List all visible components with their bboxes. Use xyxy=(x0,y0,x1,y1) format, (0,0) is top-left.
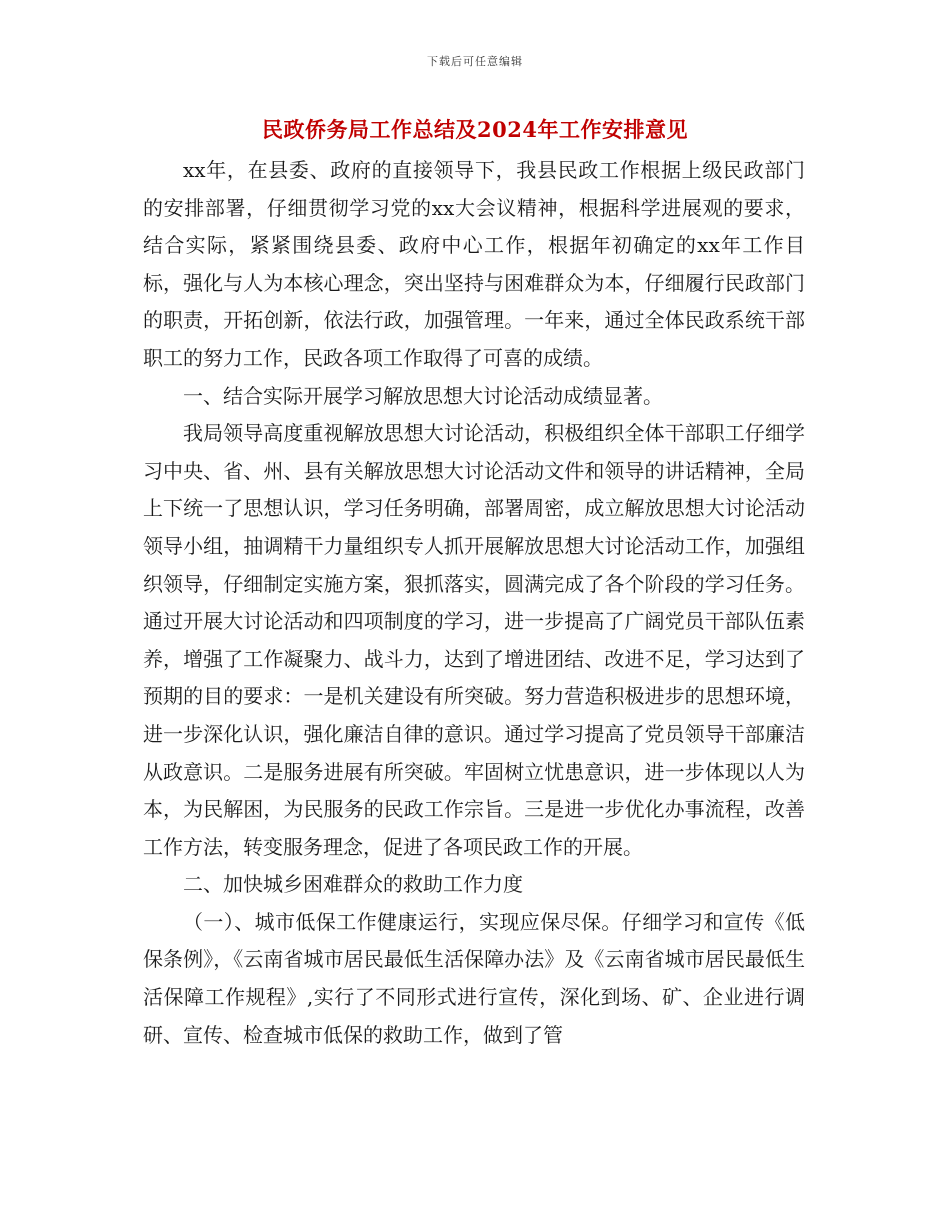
section-heading-1: 一、结合实际开展学习解放思想大讨论活动成绩显著。 xyxy=(183,383,663,408)
document-title: 民政侨务局工作总结及2024年工作安排意见 xyxy=(262,117,688,142)
section-heading-2: 二、加快城乡困难群众的救助工作力度 xyxy=(183,872,523,897)
paragraph-subsection-1: （一）、城市低保工作健康运行，实现应保尽保。仔细学习和宣传《低保条例》，《云南省城市居民最低生活保障办法》及《云南省城市居民最低生活保障工作规程》,实行了不同形式进行宣传，深化到场、矿、企业进行调研、宣传、检查城市低保的救助工作，做到了管 xyxy=(143,909,805,1047)
document-body xyxy=(143,152,805,1054)
paragraph-intro: xx年，在县委、政府的直接领导下，我县民政工作根据上级民政部门的安排部署，仔细贯彻学习党的xx大会议精神，根据科学进展观的要求，结合实际，紧紧围绕县委、政府中心工作，根据年初确定的xx年工作目标，强化与人为本核心理念，突出坚持与困难群众为本，仔细履行民政部门的职责，开拓创新，依法行政，加强管理。一年来，通过全体民政系统干部职工的努力工作，民政各项工作取得了可喜的成绩。 xyxy=(143,158,805,370)
paragraph-section-1: 我局领导高度重视解放思想大讨论活动，积极组织全体干部职工仔细学习中央、省、州、县有关解放思想大讨论活动文件和领导的讲话精神，全局上下统一了思想认识，学习任务明确，部署周密，成立解放思想大讨论活动领导小组，抽调精干力量组织专人抓开展解放思想大讨论活动工作，加强组织领导，仔细制定实施方案，狠抓落实，圆满完成了各个阶段的学习任务。通过开展大讨论活动和四项制度的学习，进一步提高了广阔党员干部队伍素养，增强了工作凝聚力、战斗力，达到了增进团结、改进不足，学习达到了预期的目的要求：一是机关建设有所突破。努力营造积极进步的思想环境，进一步深化认识，强化廉洁自律的意识。通过学习提高了党员领导干部廉洁从政意识。二是服务进展有所突破。牢固树立忧患意识，进一步体现以人为本，为民解困，为民服务的民政工作宗旨。三是进一步优化办事流程，改善工作方法，转变服务理念，促进了各项民政工作的开展。 xyxy=(143,421,805,859)
header-note: 下载后可任意编辑 xyxy=(427,55,523,68)
